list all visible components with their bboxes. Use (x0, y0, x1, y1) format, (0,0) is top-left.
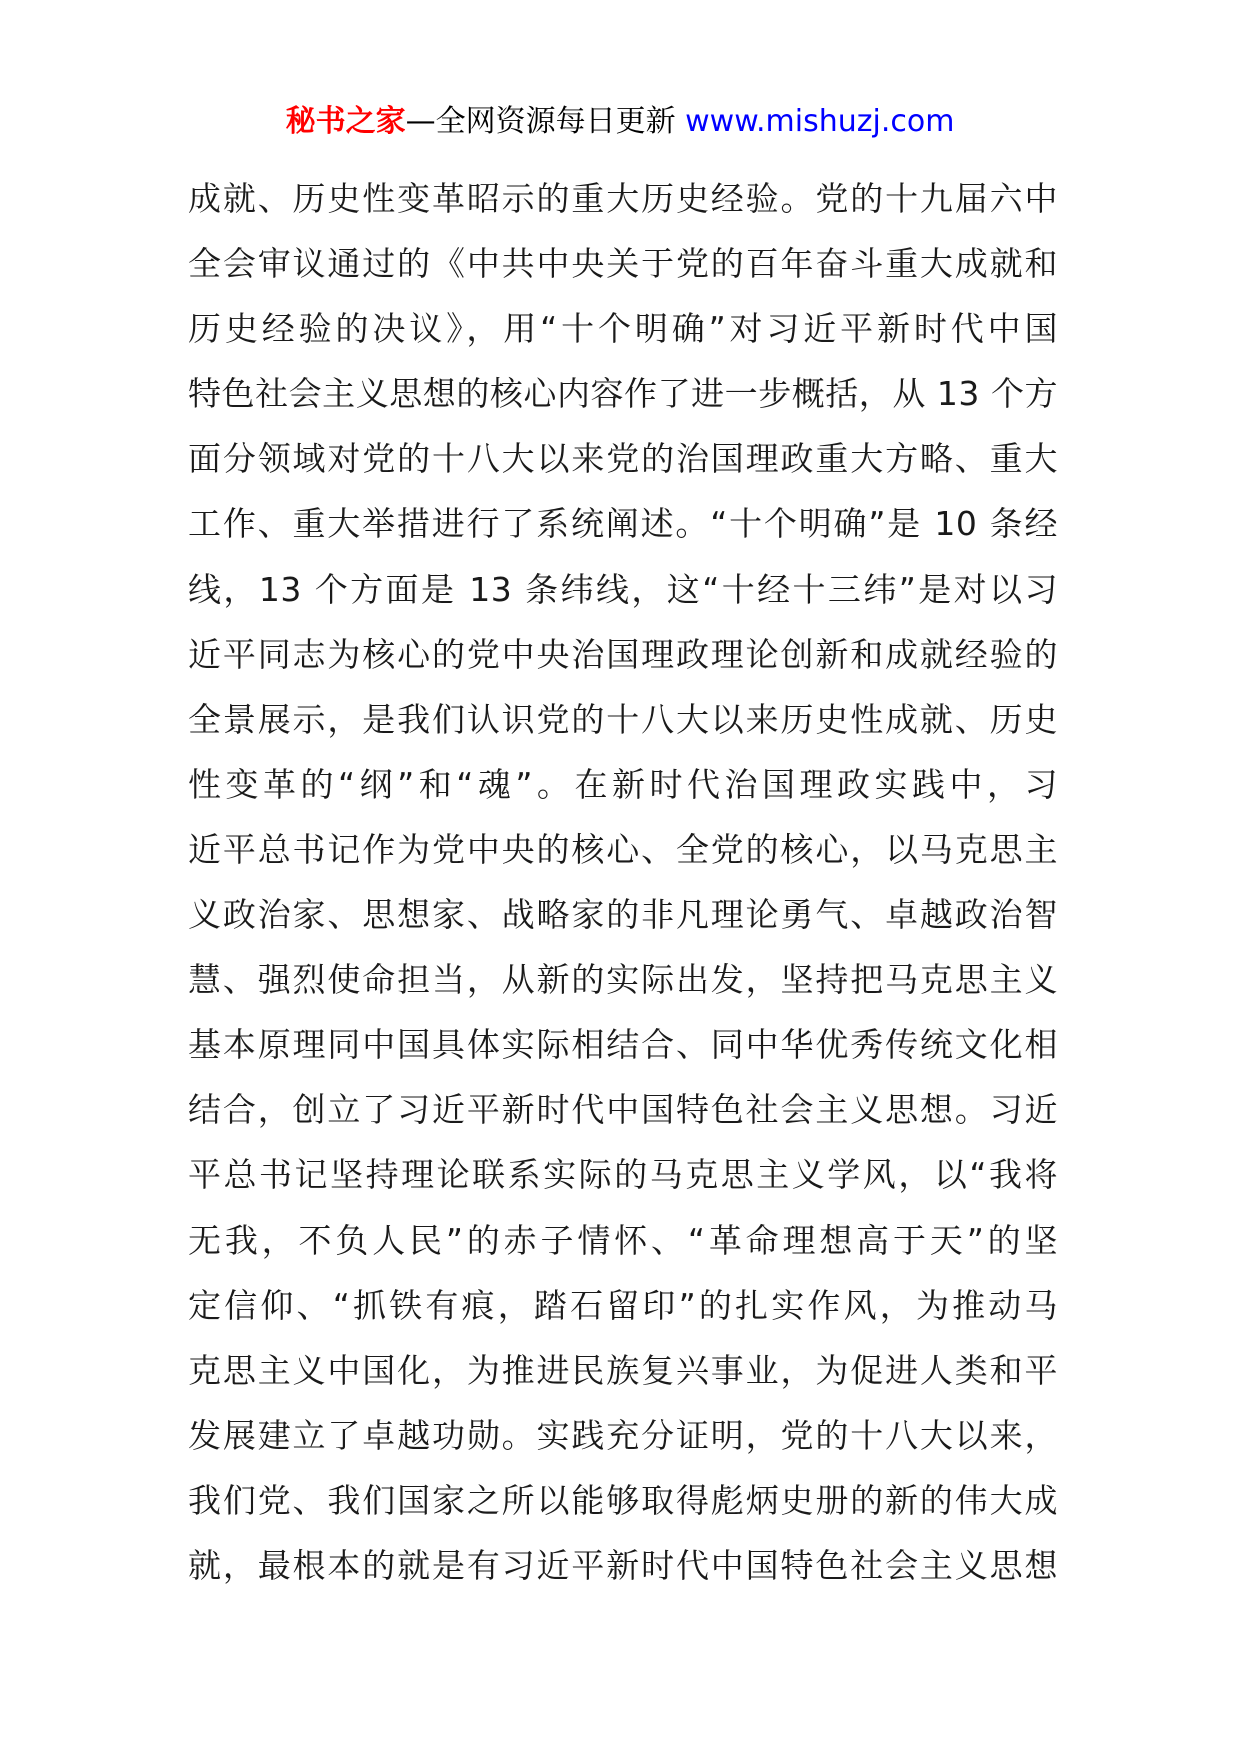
text-line: 发展建立了卓越功勋。实践充分证明，党的十八大以来， (188, 1415, 1058, 1455)
text-line: 平总书记坚持理论联系实际的马克思主义学风，以“我将 (188, 1155, 1058, 1195)
page-header (0, 100, 1240, 144)
text-line: 基本原理同中国具体实际相结合、同中华优秀传统文化相 (188, 1025, 1058, 1065)
site-url-link[interactable]: www.mishuzj.com (685, 104, 955, 139)
text-line: 义政治家、思想家、战略家的非凡理论勇气、卓越政治智 (188, 895, 1058, 935)
text-line: 全景展示，是我们认识党的十八大以来历史性成就、历史 (188, 699, 1058, 739)
text-line: 无我，不负人民”的赤子情怀、“革命理想高于天”的坚 (188, 1220, 1058, 1260)
text-line: 慧、强烈使命担当，从新的实际出发，坚持把马克思主义 (188, 960, 1058, 1000)
text-line: 成就、历史性变革昭示的重大历史经验。党的十九届六中 (188, 179, 1058, 218)
text-line: 就，最根本的就是有习近平新时代中国特色社会主义思想 (188, 1545, 1058, 1585)
text-line: 我们党、我们国家之所以能够取得彪炳史册的新的伟大成 (188, 1480, 1058, 1520)
document-body (188, 166, 1058, 1598)
text-line: 面分领域对党的十八大以来党的治国理政重大方略、重大 (188, 439, 1058, 479)
text-line: 克思主义中国化，为推进民族复兴事业，为促进人类和平 (188, 1350, 1058, 1390)
text-line: 性变革的“纲”和“魂”。在新时代治国理政实践中，习 (188, 764, 1058, 804)
text-line: 结合，创立了习近平新时代中国特色社会主义思想。习近 (188, 1090, 1058, 1130)
site-tagline: —全网资源每日更新 (405, 104, 676, 139)
text-line: 近平同志为核心的党中央治国理政理论创新和成就经验的 (188, 634, 1058, 674)
text-line: 特色社会主义思想的核心内容作了进一步概括，从 13 个方 (188, 374, 1058, 414)
text-line: 全会审议通过的《中共中央关于党的百年奋斗重大成就和 (188, 244, 1058, 284)
text-line: 历史经验的决议》，用“十个明确”对习近平新时代中国 (188, 309, 1058, 349)
text-line: 近平总书记作为党中央的核心、全党的核心，以马克思主 (188, 829, 1058, 869)
text-line: 工作、重大举措进行了系统阐述。“十个明确”是 10 条经 (188, 504, 1058, 544)
site-brand: 秘书之家 (285, 104, 406, 139)
text-line: 定信仰、“抓铁有痕，踏石留印”的扎实作风，为推动马 (188, 1285, 1058, 1325)
text-line: 线，13 个方面是 13 条纬线，这“十经十三纬”是对以习 (188, 569, 1058, 609)
